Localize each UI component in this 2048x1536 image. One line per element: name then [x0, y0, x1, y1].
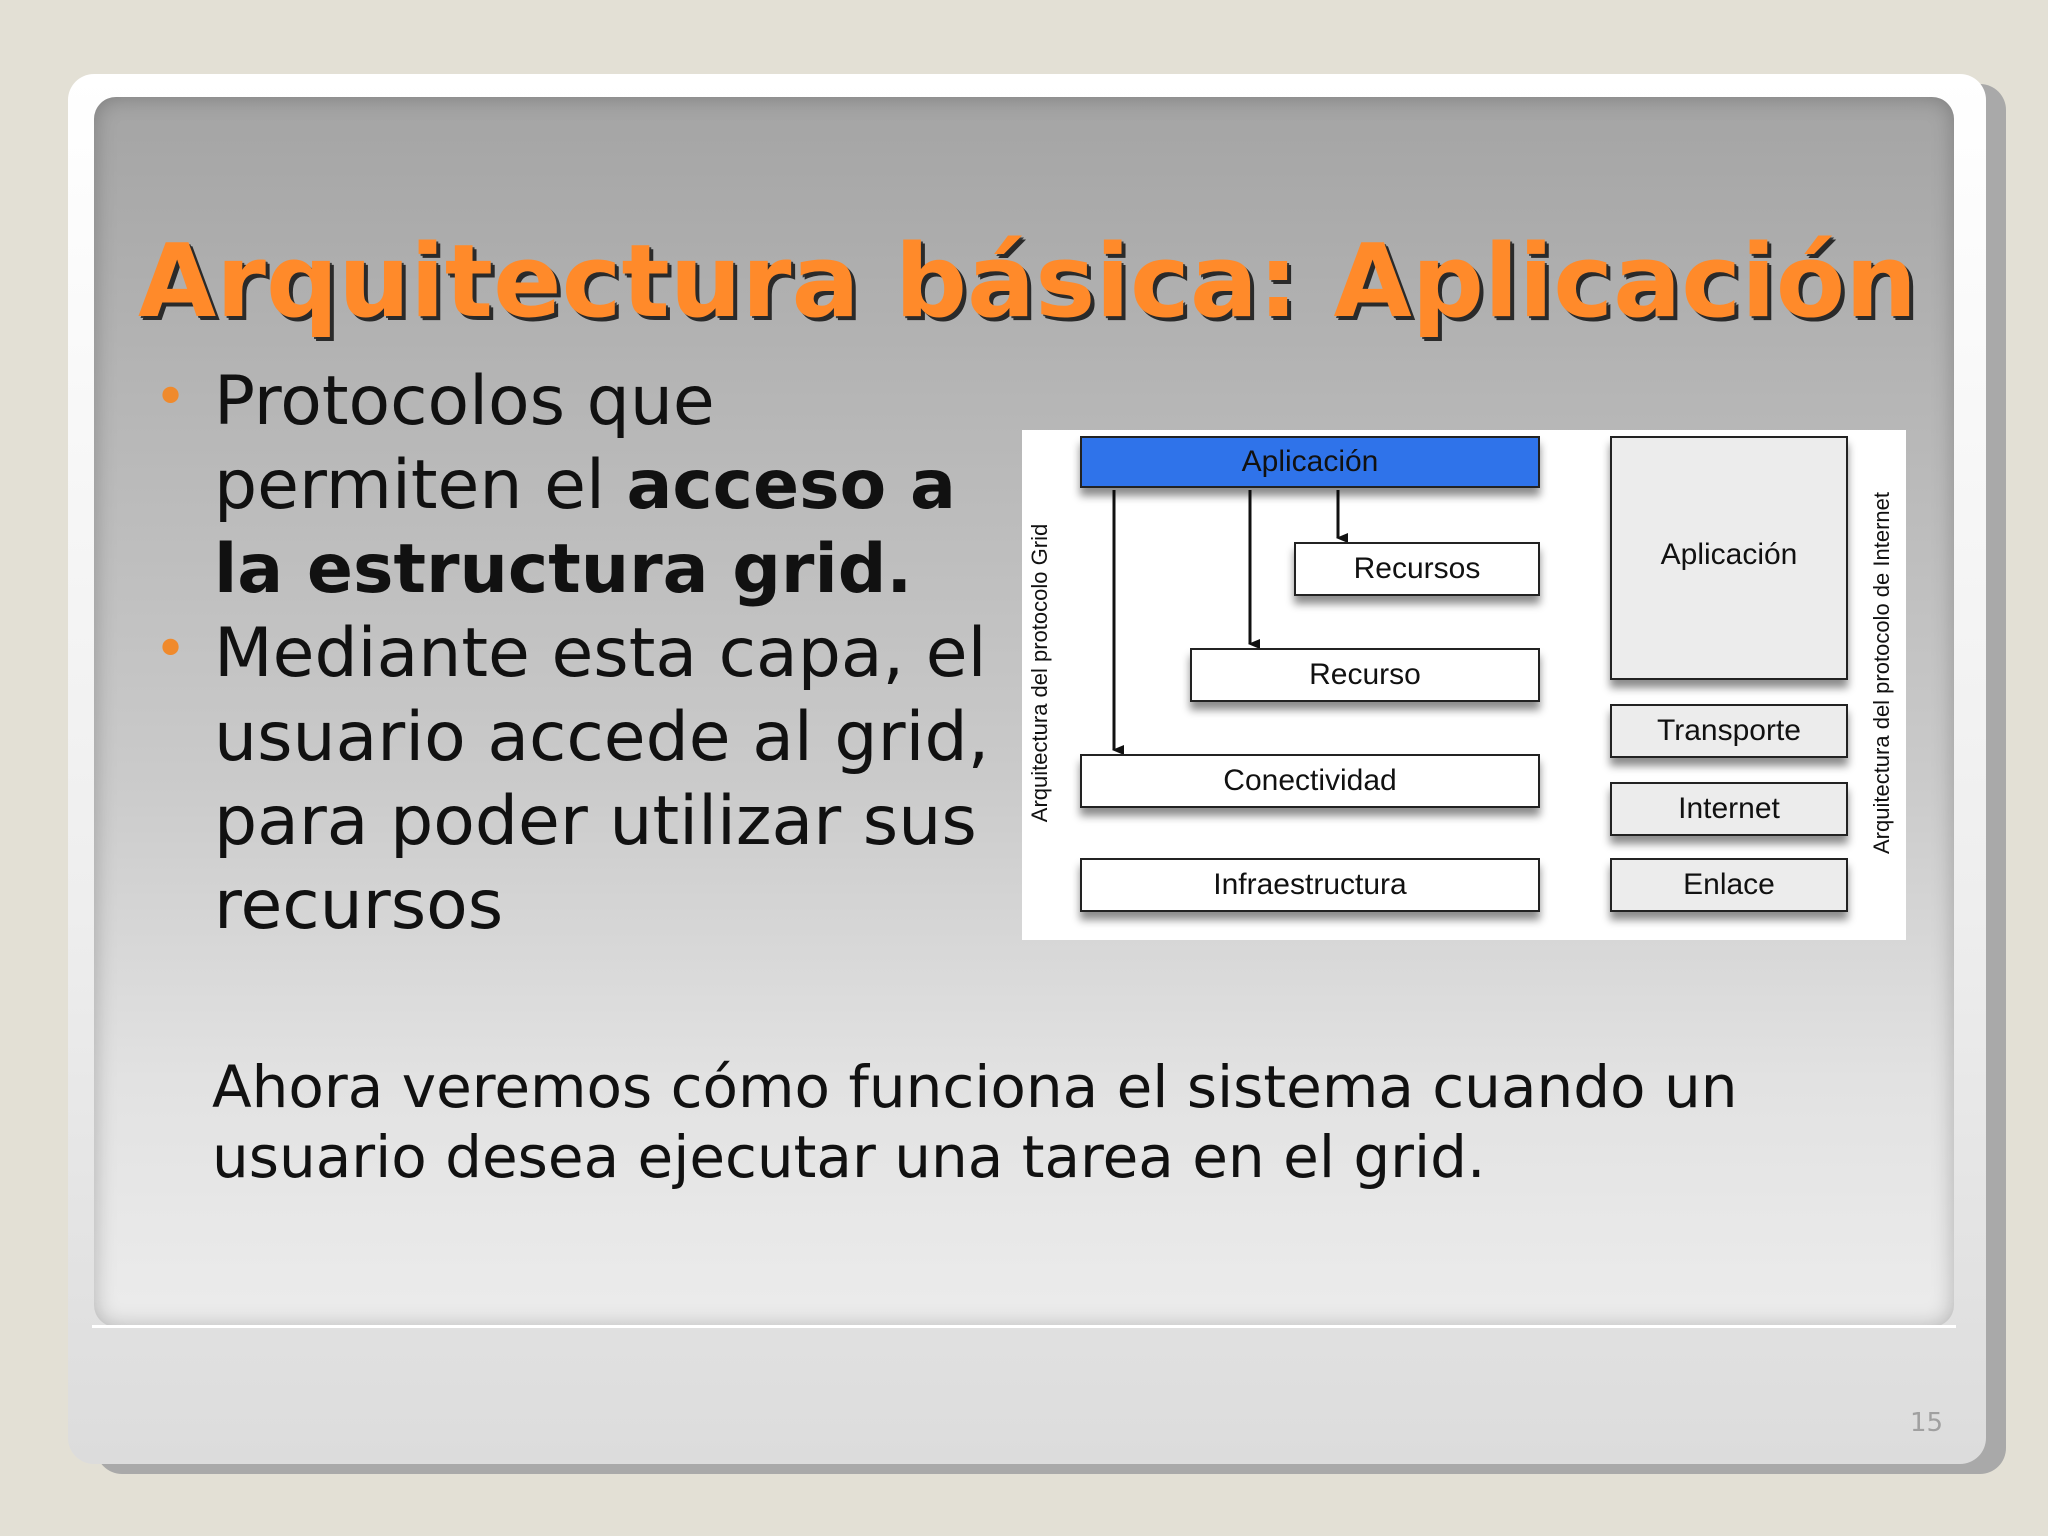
- grid-layer-recursos: Recursos: [1294, 542, 1540, 596]
- internet-architecture-label: Arquitectura del protocolo de Internet: [1869, 492, 1894, 855]
- bullet-item: [150, 612, 1010, 948]
- internet-layer-internet: Internet: [1610, 782, 1848, 836]
- internet-layer-aplicacion: Aplicación: [1610, 436, 1848, 680]
- bullet-text: Mediante esta capa, el usuario accede al grid, para poder utilizar sus recursos: [214, 614, 990, 945]
- page-number: 15: [1910, 1408, 1944, 1438]
- bullet-list: [150, 360, 1010, 948]
- grid-layer-recurso: Recurso: [1190, 648, 1540, 702]
- panel-divider: [92, 1325, 1956, 1328]
- architecture-diagram: [1022, 430, 1906, 940]
- grid-layer-conectividad: Conectividad: [1080, 754, 1540, 808]
- grid-layer-infraestructura: Infraestructura: [1080, 858, 1540, 912]
- bullet-item: [150, 360, 1010, 612]
- grid-layer-aplicacion: Aplicación: [1080, 436, 1540, 488]
- internet-layer-enlace: Enlace: [1610, 858, 1848, 912]
- closing-note: Ahora veremos cómo funciona el sistema cuando un usuario desea ejecutar una tarea en el grid.: [212, 1053, 1738, 1191]
- bullet-bold-text: acceso a la estructura grid.: [214, 446, 956, 609]
- bullet-dot-icon: •: [154, 617, 188, 682]
- internet-layer-transporte: Transporte: [1610, 704, 1848, 758]
- slide-title: Arquitectura básica: Aplicación: [138, 222, 1918, 340]
- grid-architecture-label: Arquitectura del protocolo Grid: [1027, 523, 1052, 823]
- bullet-dot-icon: •: [154, 365, 188, 430]
- bullet-text: Protocolos que permiten el: [214, 362, 715, 525]
